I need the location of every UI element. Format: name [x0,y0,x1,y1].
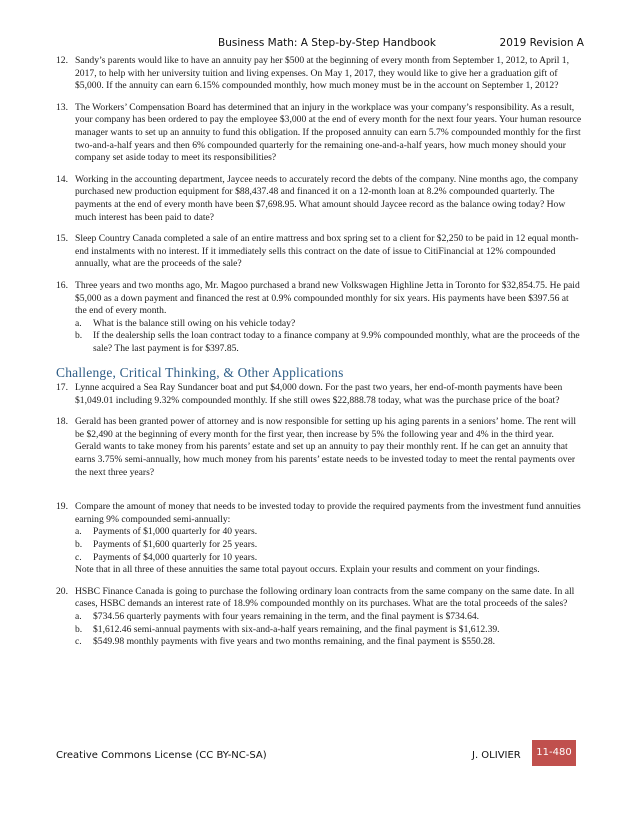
sub-letter: b. [75,330,83,342]
sub-text: Payments of $1,000 quarterly for 40 years. [93,526,258,538]
sub-text: Payments of $4,000 quarterly for 10 years. [93,551,258,563]
sub-question-c [75,636,582,649]
question-text: Sleep Country Canada completed a sale of an entire mattress and box spring set to a client for $2,250 to be paid in 12 equal month-end instalments with no interest. If it immediately sells this contract on the date of issue to CitiFinancial at 12% compounded annually, what are the proceeds of the sale? [75,233,579,270]
page-footer [56,746,576,768]
revision-label: 2019 Revision A [499,37,584,49]
question-18 [56,416,582,479]
question-text: Lynne acquired a Sea Ray Sundancer boat and put $4,000 down. For the past two years, her end-of-month payments have been $1,049.01 including 9.32% compounded monthly. If she still owes $22,888.78 today, what was the purchase price of the boat? [75,382,563,406]
sub-question-b [75,624,582,637]
question-text: Compare the amount of money that needs to be invested today to provide the required payments from the investment fund annuities earning 9% compounded semi-annually: [75,501,581,525]
question-text: The Workers’ Compensation Board has determined that an injury in the workplace was your company’s responsibility. As a result, your company has been ordered to pay the employee $3,000 at the end of every month for the next four years. Your human resource manager wants to set up an annuity to fund this obligation. If the proposed annuity can earn 5.7% compounded monthly for the first two-and-a-half years and then 6% compounded quarterly for the remaining one-and-a-half years, how much money should your company set aside today to meet its responsibilities? [75,101,582,164]
sub-text: $549.98 monthly payments with five years and two months remaining, and the final payment is $550.28. [93,636,496,648]
question-14 [56,174,582,224]
question-text: Working in the accounting department, Jaycee needs to accurately record the debts of the company. Nine months ago, the company purchased new production equipment for $88,437.48 and financed it on a 12-month loan at 8.2% compounded quarterly. The payments at the end of every month have been $7,698.95. What amount should Jaycee record as the balance owing today? How much interest has been paid to date? [75,173,579,223]
page-number-badge: 11-480 [532,740,576,766]
sub-text: If the dealership sells the loan contract today to a finance company at 9.9% compounded monthly, what are the proceeds of the sale? The last payment is for $397.85. [93,330,580,354]
sub-text: $1,612.46 semi-annual payments with six-and-a-half years remaining, and the final payment is $1,612.39. [93,623,500,635]
question-text: Gerald has been granted power of attorney and is now responsible for setting up his aging parents in a seniors’ home. The rent will be $2,490 at the beginning of every month for the first year, then increase by 5% the following year and 4% in the third year. Gerald wants to take money from his parents’ estate and set up an annuity to pay their monthly rent. If he can get an annuity that earns 3.75% semi-annually, how much money from his parents’ estate needs to be invested today to meet the rental payments over the next three years? [75,416,577,478]
question-number: 20. [56,585,68,597]
question-text: Sandy’s parents would like to have an annuity pay her $500 at the beginning of every month from September 1, 2012, to April 1, 2017, to help with her university tuition and living expenses. On May 1, 2017, they would like to give her a graduation gift of $5,000. If the annuity can earn 6.15% compounded monthly, how much money must be in the account on September 1, 2012? [75,55,569,92]
question-number: 12. [56,55,68,66]
question-number: 18. [56,416,68,428]
sub-text: What is the balance still owing on his vehicle today? [93,317,296,329]
question-12 [56,55,582,93]
sub-letter: c. [75,636,82,648]
sub-question-a [75,318,582,331]
question-number: 14. [56,173,68,185]
question-number: 19. [56,501,68,513]
question-19 [56,501,582,577]
question-20 [56,586,582,649]
question-number: 13. [56,101,68,113]
sub-letter: b. [75,539,83,550]
question-15 [56,233,582,271]
question-text: Three years and two months ago, Mr. Magoo purchased a brand new Volkswagen Highline Jetta in Toronto for $32,854.75. He paid $5,000 as a down payment and financed the rest at 0.9% compounded monthly for six years. His payments have been $397.56 at the end of every month. [75,279,580,317]
sub-text: Payments of $1,600 quarterly for 25 years. [93,539,258,550]
sub-question-b [75,539,582,552]
exercise-list [56,55,582,658]
sub-question-a [75,526,582,539]
question-number: 16. [56,279,68,291]
question-number: 15. [56,233,68,245]
sub-letter: a. [75,317,82,329]
question-16 [56,280,582,356]
author-name: J. OLIVIER [472,750,521,761]
question-17 [56,382,582,407]
book-title: Business Math: A Step-by-Step Handbook [218,37,436,49]
question-note: Note that in all three of these annuities the same total payout occurs. Explain your results and comment on your findings. [75,564,540,576]
sub-question-a [75,611,582,624]
section-heading: Challenge, Critical Thinking, & Other Applications [56,365,344,381]
license-text: Creative Commons License (CC BY-NC-SA) [56,750,267,761]
sub-letter: b. [75,623,83,635]
page-header [58,37,584,53]
sub-question-b [75,330,582,355]
sub-question-c [75,552,582,565]
sub-letter: c. [75,551,82,563]
question-number: 17. [56,382,68,394]
sub-letter: a. [75,526,82,538]
sub-text: $734.56 quarterly payments with four years remaining in the term, and the final payment is $734.64. [93,610,480,622]
sub-letter: a. [75,610,82,622]
question-text: HSBC Finance Canada is going to purchase the following ordinary loan contracts from the same company on the same date. In all cases, HSBC demands an interest rate of 18.9% compounded monthly on its purchases. What are the total proceeds of the sales? [75,585,575,610]
question-13 [56,102,582,165]
